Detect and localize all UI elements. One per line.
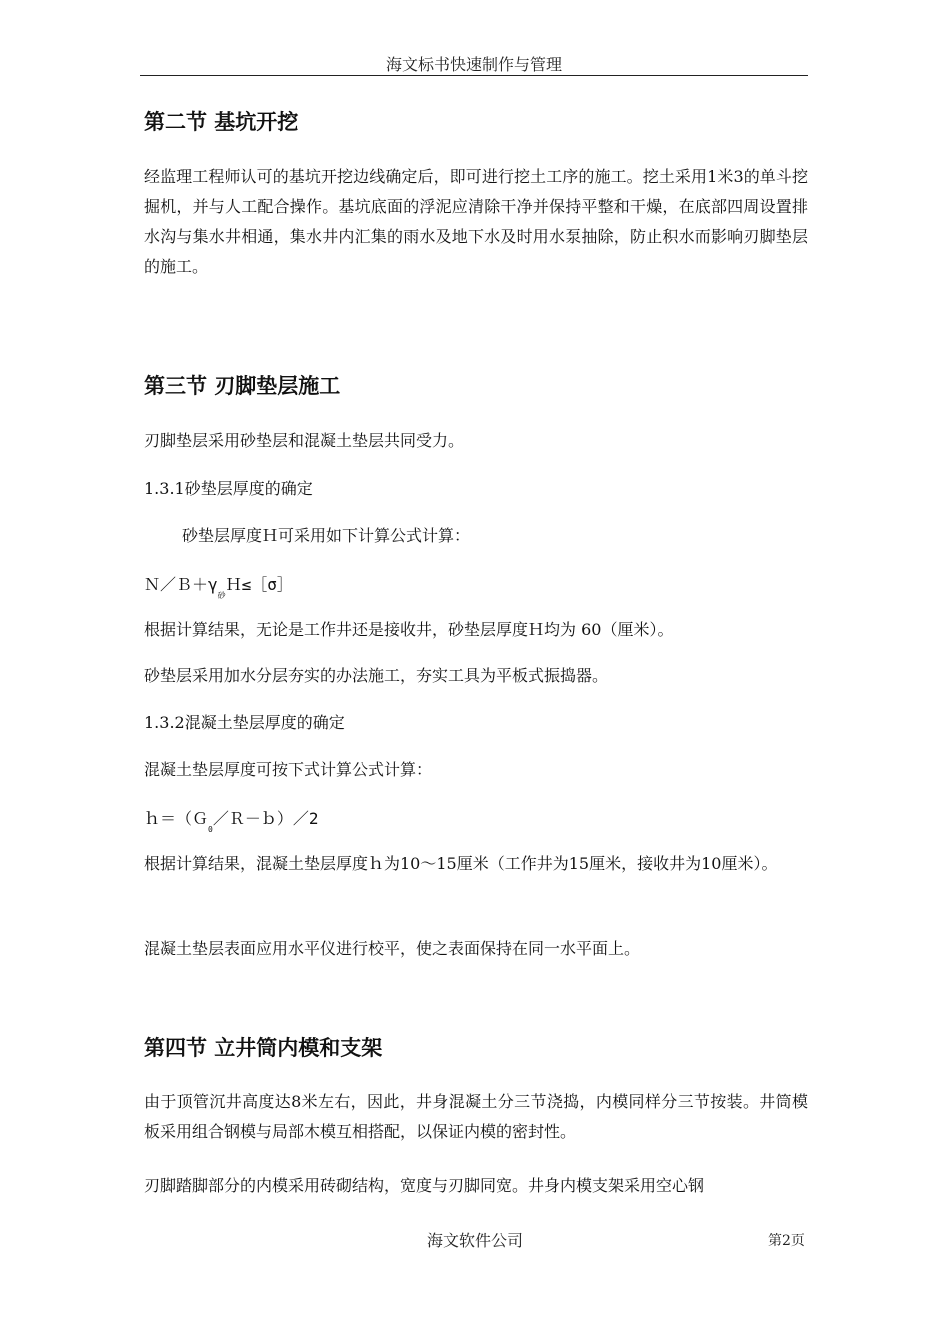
formula-subscript: 砂 — [217, 591, 226, 600]
section-2-paragraph: 经监理工程师认可的基坑开挖边线确定后，即可进行挖土工序的施工。挖土采用1米3的单斗挖掘机，并与人工配合操作。基坑底面的浮泥应清除干净并保持平整和干燥，在底部四周设置排水沟与集水井相通，集水井内汇集的雨水及地下水及时用水泵抽除，防止积水而影响刃脚垫层的施工。 — [144, 167, 808, 276]
paragraph: 根据计算结果，无论是工作井还是接收井，砂垫层厚度Ｈ均为 60（厘米）。 — [144, 620, 674, 639]
paragraph: 刃脚垫层采用砂垫层和混凝土垫层共同受力。 — [144, 431, 465, 450]
formula-sand-cushion — [144, 572, 293, 600]
footer-company: 海文软件公司 — [426, 1231, 523, 1250]
paragraph: 刃脚踏脚部分的内模采用砖砌结构，宽度与刃脚同宽。井身内模支架采用空心钢 — [144, 1176, 705, 1195]
formula-part: ／Ｒ－ｂ）／2 — [212, 809, 319, 828]
paragraph: 砂垫层采用加水分层夯实的办法施工，夯实工具为平板式振捣器。 — [144, 666, 609, 685]
paragraph: 根据计算结果，混凝土垫层厚度ｈ为10～15厘米（工作井为15厘米，接收井为10厘米）。 — [144, 854, 778, 873]
section-3-heading: 第三节 刃脚垫层施工 — [144, 374, 341, 398]
paragraph: 由于顶管沉井高度达8米左右，因此，井身混凝土分三节浇捣，内模同样分三节按装。井筒模板采用组合钢模与局部木模互相搭配，以保证内模的密封性。 — [144, 1092, 808, 1141]
formula-subscript: 0 — [208, 825, 213, 834]
formula-part: Ｎ／Ｂ＋γ — [144, 575, 218, 594]
page-header: 海文标书快速制作与管理 — [385, 55, 562, 74]
section-4-heading: 第四节 立井筒内模和支架 — [144, 1036, 383, 1060]
formula-part: Ｈ≤［σ］ — [225, 575, 293, 594]
paragraph: 砂垫层厚度Ｈ可采用如下计算公式计算： — [182, 526, 471, 545]
formula-concrete-cushion — [144, 806, 319, 834]
page-number: 第2页 — [768, 1233, 805, 1249]
formula-part: ｈ＝（Ｇ — [144, 809, 209, 828]
subheading-1-3-1: 1.3.1砂垫层厚度的确定 — [144, 479, 313, 498]
paragraph: 混凝土垫层厚度可按下式计算公式计算： — [144, 760, 433, 779]
header-rule — [140, 75, 808, 76]
subheading-1-3-2: 1.3.2混凝土垫层厚度的确定 — [144, 713, 345, 732]
section-2-heading: 第二节 基坑开挖 — [144, 110, 299, 134]
paragraph: 混凝土垫层表面应用水平仪进行校平，使之表面保持在同一水平面上。 — [144, 939, 641, 958]
